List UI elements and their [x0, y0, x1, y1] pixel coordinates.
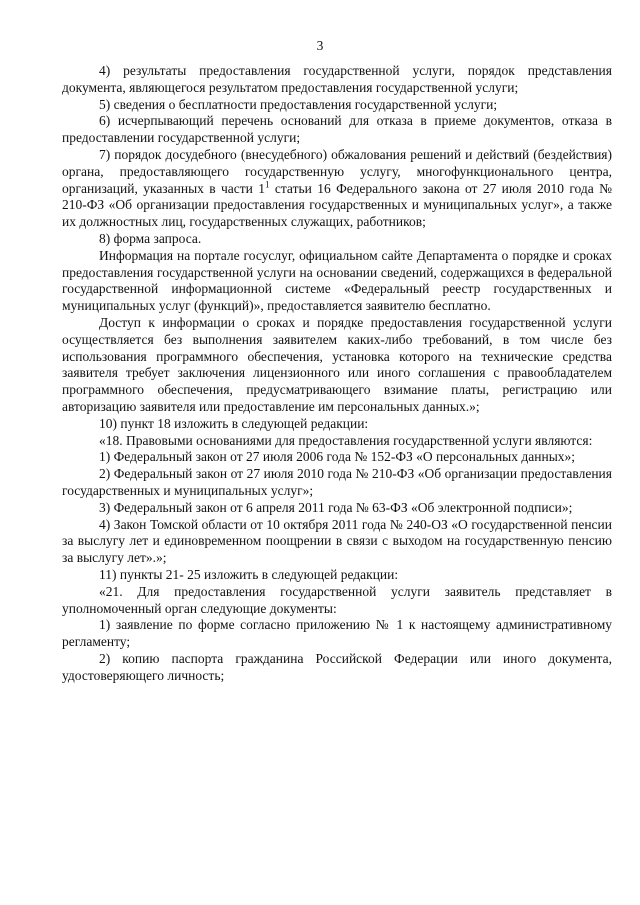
paragraph-item-4: 4) результаты предоставления государственной услуги, порядок представления документа, являющегося результатом предоставления государственной услуги;	[62, 63, 612, 95]
paragraph-law-4: 4) Закон Томской области от 10 октября 2011 года № 240-ОЗ «О государственной пенсии за выслугу лет и единовременном поощрении в связи с выходом на государственную пенсию за выслугу лет».»;	[62, 516, 612, 566]
paragraph-portal-info: Информация на портале госуслуг, официальном сайте Департамента о порядке и сроках предоставления государственной услуги на основании сведений, содержащихся в федеральной государственной информационной системе «Федеральный реестр государственных и муниципальных услуг (функций)», предоставляется заявителю бесплатно.	[62, 247, 612, 314]
paragraph-point-10: 10) пункт 18 изложить в следующей редакции:	[99, 415, 369, 431]
page-number: 3	[316, 38, 324, 53]
paragraph-law-2: 2) Федеральный закон от 27 июля 2010 года № 210-ФЗ «Об организации предоставления государственных и муниципальных услуг»;	[62, 466, 612, 498]
document-body	[62, 63, 612, 684]
paragraph-item-5: 5) сведения о бесплатности предоставления государственной услуги;	[99, 96, 498, 112]
paragraph-document-2: 2) копию паспорта гражданина Российской Федерации или иного документа, удостоверяющего личность;	[62, 650, 612, 683]
paragraph-item-7-text: 7) порядок досудебного (внесудебного) обжалования решений и действий (бездействия) органа, предоставляющего государственную услугу, многофункционального центра, организаций, указанных в части 1	[62, 146, 612, 196]
paragraph-clause-18: «18. Правовыми основаниями для предоставления государственной услуги являются:	[99, 432, 593, 448]
part-superscript: 1	[265, 179, 270, 190]
paragraph-item-7	[62, 147, 612, 231]
paragraph-item-6: 6) исчерпывающий перечень оснований для отказа в приеме документов, отказа в предоставлении государственной услуги;	[62, 113, 612, 146]
paragraph-law-1: 1) Федеральный закон от 27 июля 2006 года № 152-ФЗ «О персональных данных»;	[99, 449, 576, 465]
paragraph-point-11: 11) пункты 21- 25 изложить в следующей редакции:	[99, 566, 399, 582]
paragraph-clause-21: «21. Для предоставления государственной услуги заявитель представляет в уполномоченный орган следующие документы:	[62, 583, 612, 616]
paragraph-item-7-text-cont: статьи 16 Федерального закона от 27 июля 2010 года № 210-ФЗ «Об организации предоставления государственных и муниципальных услуг», а также их должностных лиц, государственных служащих, работников;	[62, 180, 612, 230]
paragraph-law-3: 3) Федеральный закон от 6 апреля 2011 года № 63-ФЗ «Об электронной подписи»;	[99, 499, 573, 515]
paragraph-document-1: 1) заявление по форме согласно приложению № 1 к настоящему административному регламенту;	[62, 617, 612, 650]
paragraph-access-info: Доступ к информации о сроках и порядке предоставления государственной услуги осуществляется без выполнения заявителем каких-либо требований, в том числе без использования программного обеспечения, установка которого на технические средства заявителя требует заключения лицензионного или иного соглашения с правообладателем программного обеспечения, предусматривающего взимание платы, регистрацию или авторизацию заявителя или предоставление им персональных данных.»;	[62, 314, 612, 414]
paragraph-item-8: 8) форма запроса.	[99, 230, 202, 246]
